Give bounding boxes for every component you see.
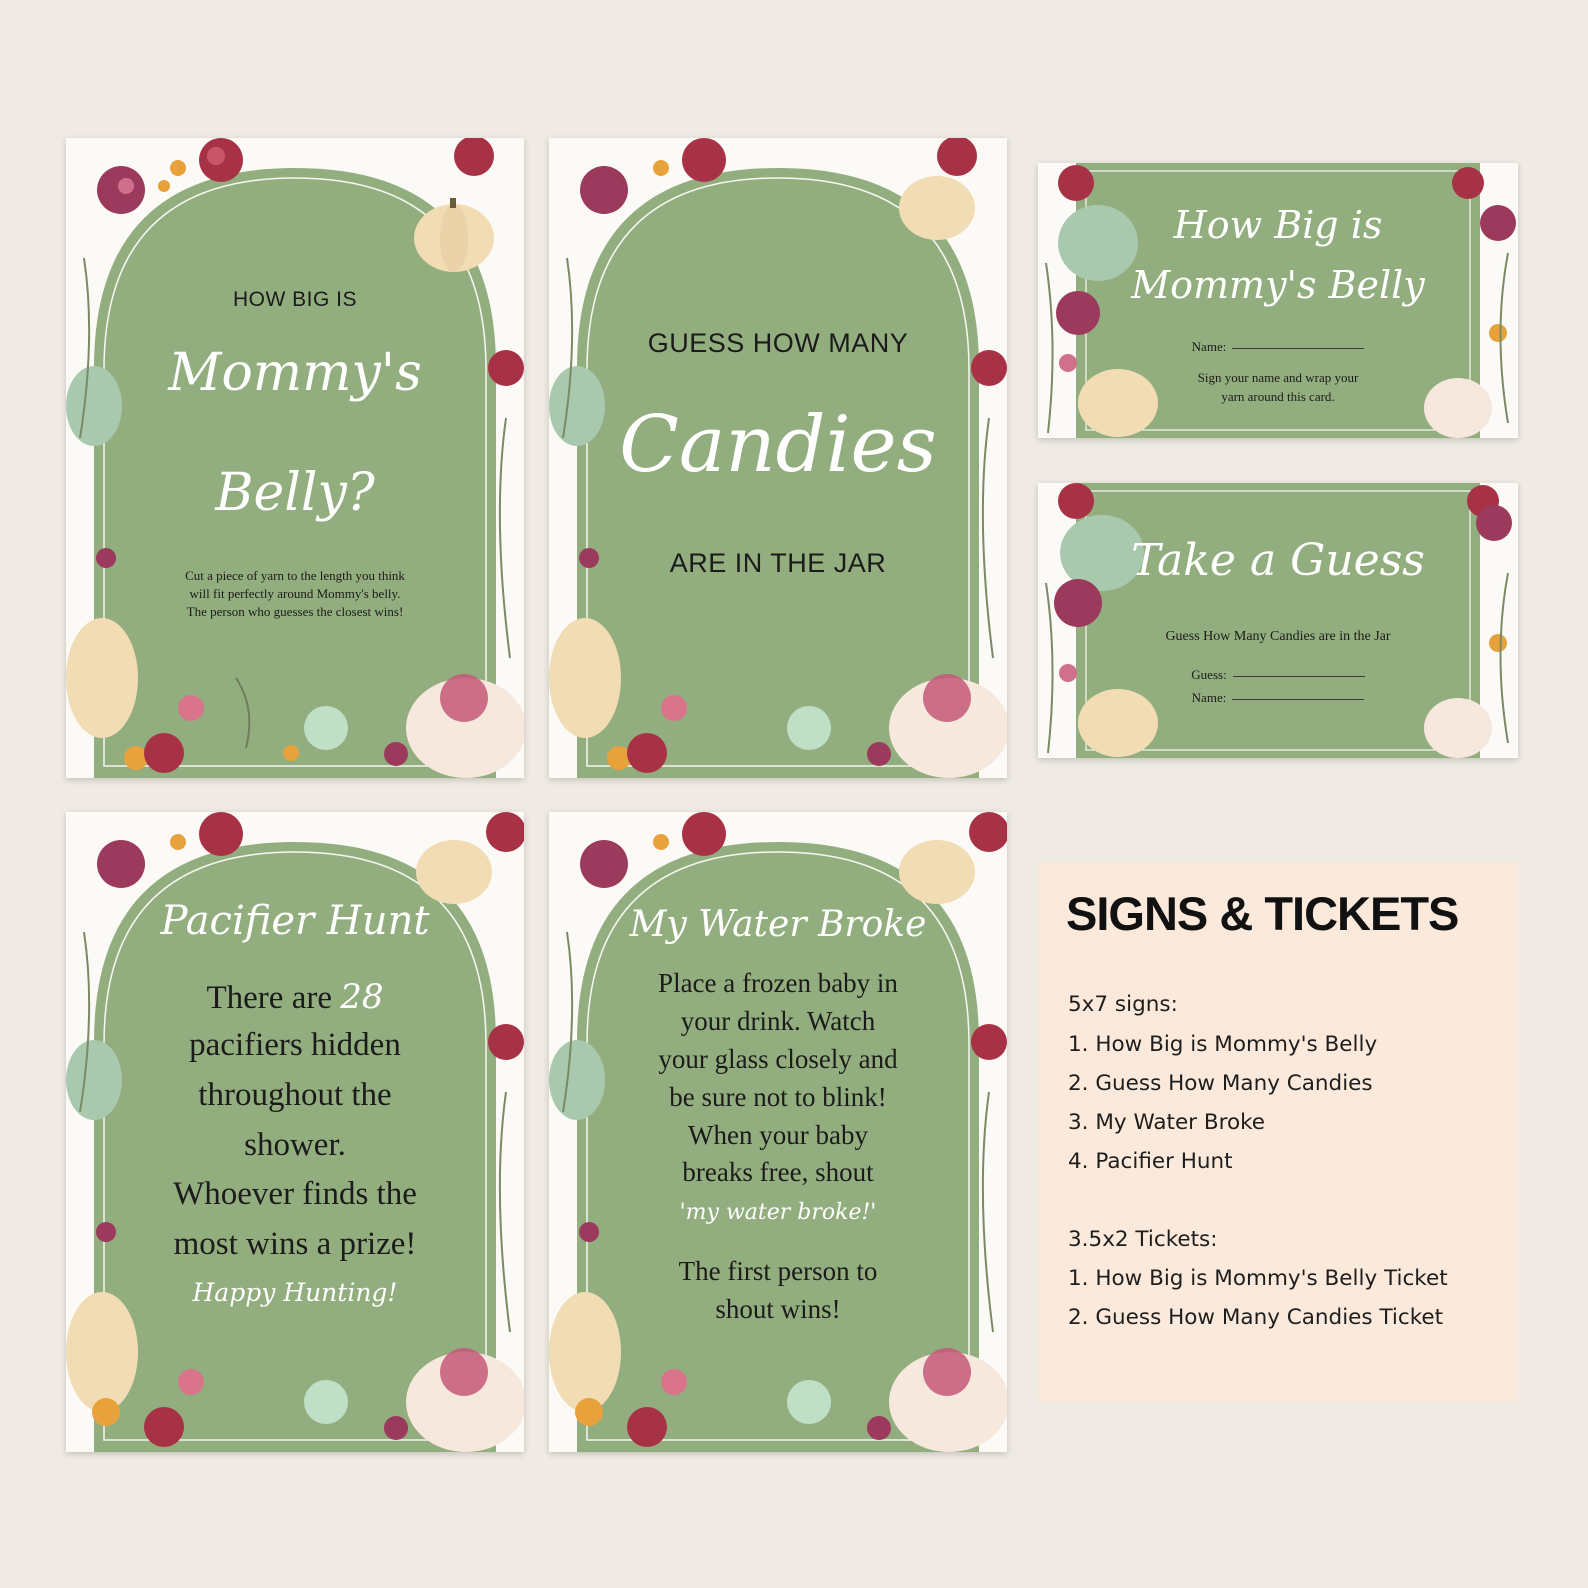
sign-line-2: pacifiers hidden [189, 1027, 401, 1063]
sign-script-title: Pacifier Hunt [160, 898, 430, 944]
tickets-list-item: 2. Guess How Many Candies Ticket [1068, 1305, 1444, 1330]
signs-and-tickets-panel [1038, 862, 1518, 1402]
sign-body-line-2: will fit perfectly around Mommy's belly. [189, 586, 401, 601]
sign-line-6: breaks free, shout [682, 1157, 874, 1187]
signs-list-item: 2. Guess How Many Candies [1068, 1071, 1373, 1096]
ticket-instruction-line-2: yarn around this card. [1221, 389, 1335, 404]
sign-line-4: be sure not to blink! [669, 1082, 887, 1112]
ticket-how-big-is-mommys-belly [1038, 163, 1518, 438]
sign-how-big-is-mommys-belly [66, 138, 524, 778]
sign-closing: Happy Hunting! [192, 1278, 398, 1307]
ticket-name-label: Name: [1191, 690, 1227, 705]
ticket-guess-field [1038, 667, 1518, 683]
ticket-script-line-1: How Big is [1173, 203, 1383, 247]
sign-line-3: throughout the [198, 1077, 392, 1113]
sign-line-1-prefix: There are [206, 980, 332, 1016]
sign-quote: 'my water broke!' [679, 1200, 877, 1225]
sign-script-line-1: Mommy's [168, 343, 422, 403]
ticket-script-title: Take a Guess [1131, 535, 1425, 586]
panel-title: SIGNS & TICKETS [1066, 887, 1459, 940]
sign-line-1 [66, 977, 524, 1017]
ticket-name-label: Name: [1191, 339, 1227, 354]
sign-line-6: most wins a prize! [173, 1226, 417, 1262]
ticket-script-line-2: Mommy's Belly [1131, 263, 1425, 307]
sign-body-line-1: Cut a piece of yarn to the length you think [185, 568, 405, 583]
sign-line-5: Whoever finds the [173, 1176, 417, 1212]
tickets-list-item: 1. How Big is Mommy's Belly Ticket [1068, 1266, 1448, 1291]
sign-top-line: HOW BIG IS [232, 288, 357, 311]
ticket-name-field [1038, 690, 1518, 706]
ticket-guess-line [1233, 675, 1365, 677]
sign-script-word: Candies [619, 400, 937, 490]
sign-line-1: Place a frozen baby in [658, 968, 898, 998]
sign-line-5: When your baby [688, 1120, 868, 1150]
signs-list-item: 1. How Big is Mommy's Belly [1068, 1032, 1378, 1057]
sign-line-4: shower. [244, 1127, 346, 1163]
ticket-name-line [1232, 698, 1364, 700]
ticket-instruction-line-1: Sign your name and wrap your [1197, 370, 1359, 385]
sign-script-line-2: Belly? [215, 463, 375, 523]
sign-my-water-broke [549, 812, 1007, 1452]
ticket-take-a-guess [1038, 483, 1518, 758]
signs-list-item: 4. Pacifier Hunt [1068, 1149, 1233, 1174]
floral-frame-illustration [66, 138, 524, 778]
sign-top-line: GUESS HOW MANY [647, 328, 909, 358]
signs-list-item: 3. My Water Broke [1068, 1110, 1266, 1135]
ticket-name-line [1232, 347, 1364, 349]
ticket-guess-label: Guess: [1191, 667, 1227, 682]
sign-line-7: The first person to [678, 1256, 878, 1286]
floral-frame-illustration [1038, 483, 1518, 758]
sign-guess-how-many-candies [549, 138, 1007, 778]
sign-line-8: shout wins! [715, 1294, 841, 1324]
sign-pacifier-hunt [66, 812, 524, 1452]
sign-bottom-line: ARE IN THE JAR [669, 548, 887, 578]
sign-line-3: your glass closely and [658, 1044, 898, 1074]
sign-body-line-3: The person who guesses the closest wins! [186, 604, 404, 619]
ticket-name-field [1038, 339, 1518, 355]
ticket-subtitle: Guess How Many Candies are in the Jar [1165, 629, 1391, 644]
sign-line-2: your drink. Watch [680, 1006, 876, 1036]
tickets-heading: 3.5x2 Tickets: [1068, 1227, 1218, 1252]
pacifier-count: 28 [340, 977, 384, 1017]
sign-script-title: My Water Broke [629, 904, 927, 945]
signs-heading: 5x7 signs: [1068, 992, 1178, 1017]
